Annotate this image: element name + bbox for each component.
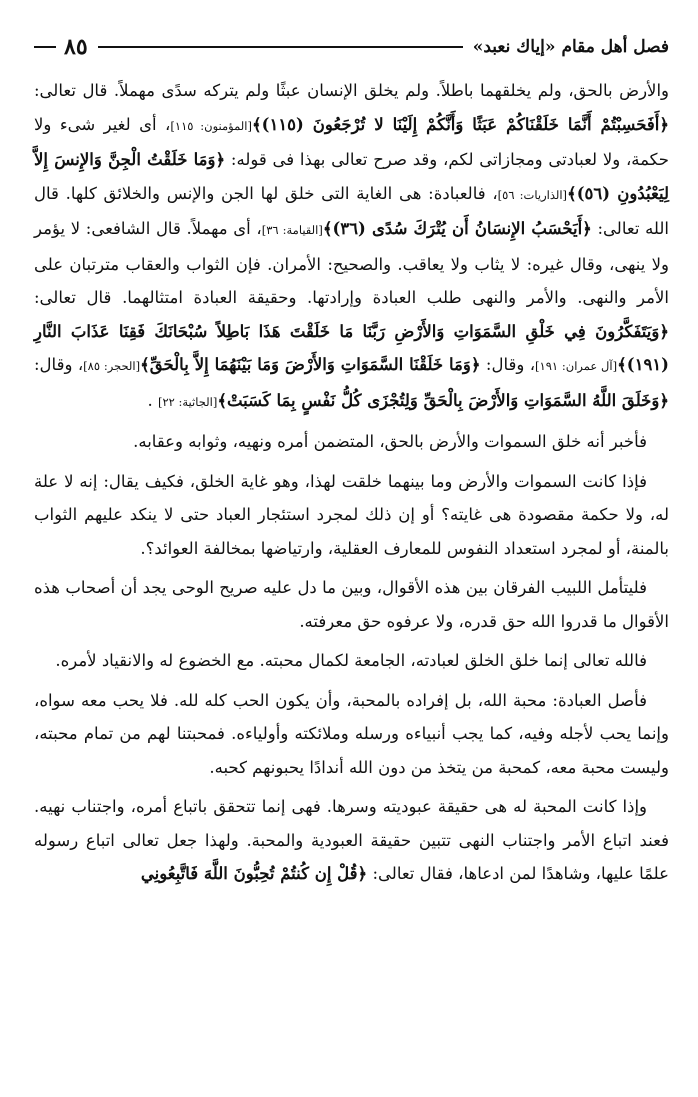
quran-verse: ﴿وَمَا خَلَقْتُ الْجِنَّ وَالإِنسَ إِلاَّ لِيَعْبُدُونِ (٥٦)﴾ [34, 150, 669, 203]
quran-verse: ﴿أَفَحَسِبْتُمْ أَنَّمَا خَلَقْنَاكُمْ عَبَثًا وَأَنَّكُمْ إِلَيْنَا لا تُرْجَعُونَ (١١٥)﴾ [251, 114, 669, 134]
running-header-title: فصل أهل مقام «إياك نعبد» [472, 37, 669, 57]
verse-reference: [الجاثية: ٢٢] [157, 394, 218, 409]
text-run: . [147, 390, 158, 410]
page-number: ٨٥ [64, 34, 88, 60]
text-run: ، فالعبادة: هى الغاية التى خلق لها الجن والإنس والخلائق كلها. قال الله تعالى: [34, 183, 669, 238]
paragraph [34, 790, 669, 891]
verse-reference: [المؤمنون: ١١٥] [170, 118, 252, 133]
paragraph [34, 465, 669, 566]
body-text [34, 74, 669, 891]
header-rule [98, 46, 463, 48]
verse-reference: [القيامة: ٣٦] [261, 223, 323, 237]
text-run: فإذا كانت السموات والأرض وما بينهما خلقت لهذا، وهو غاية الخلق، فكيف يقال: إنه لا علة له، ولا حكمة مقصودة هى غايته؟ أو إن ذلك لمجرد استئجار العباد حتى لا ينكد عليهم الثواب بالمنة، أو لمجرد استعداد النفوس للمعارف العقلية، وارتياضها بمخالفة العوائد؟. [34, 471, 669, 558]
verse-reference: [الذاريات: ٥٦] [497, 187, 568, 202]
text-run: والأرض بالحق، ولم يخلقهما باطلاً. ولم يخلق الإنسان عبثًا ولم يتركه سدًى مهملاً. قال تعالى: [34, 81, 669, 100]
quran-verse: ﴿أَيَحْسَبُ الإِنسَانُ أَن يُتْرَكَ سُدًى (٣٦)﴾ [322, 219, 592, 238]
paragraph [34, 684, 669, 785]
quran-verse: ﴿قُلْ إِن كُنتُمْ تُحِبُّونَ اللَّهَ فَاتَّبِعُونِي [140, 864, 368, 883]
text-run: ، وقال: [480, 355, 536, 374]
paragraph [34, 644, 669, 678]
text-run: ، أى مهملاً. قال الشافعى: لا يؤمر ولا ينهى، وقال غيره: لا يثاب ولا يعاقب. والصحيح: الأمران. فإن الثواب والعقاب مترتبان على الأمر والنهى. والأمر والنهى طلب العبادة وإرادتها. وحقيقة العبادة امتثالهما. قال تعالى: [34, 219, 669, 307]
book-page [34, 30, 669, 897]
text-run: فليتأمل اللبيب الفرقان بين هذه الأقوال، وبين ما دل عليه صريح الوحى يجد أن أصحاب هذه الأقوال ما قدروا الله حق قدره، ولا عرفوه حق معرفته. [34, 578, 669, 631]
quran-verse: ﴿وَيَتَفَكَّرُونَ فِي خَلْقِ السَّمَوَاتِ وَالأَرْضِ رَبَّنَا مَا خَلَقْتَ هَذَا بَاطِلاً سُبْحَانَكَ فَقِنَا عَذَابَ النَّارِ (١٩١)﴾ [34, 321, 669, 374]
text-run: فأخبر أنه خلق السموات والأرض بالحق، المتضمن أمره ونهيه، وثوابه وعقابه. [133, 432, 647, 451]
text-run: ، وقال: [34, 355, 84, 374]
text-run: وإذا كانت المحبة له هى حقيقة عبوديته وسرها. فهى إنما تتحقق باتباع أمره، واجتناب نهيه. فعند اتباع الأمر واجتناب النهى تتبين حقيقة العبودية والمحبة. ولهذا جعل تعالى اتباع رسوله علمًا عليها، وشاهدًا لمن ادعاها، فقال تعالى: [34, 797, 669, 883]
verse-reference: [آل عمران: ١٩١] [535, 359, 618, 373]
text-run: فأصل العبادة: محبة الله، بل إفراده بالمحبة، وأن يكون الحب كله لله. فلا يحب معه سواه، وإنما يحب لأجله وفيه، كما يجب أنبياءه ورسله وملائكته وأولياءه. فمحبتنا لهم من تمام محبته، وليست محبة معه، كمحبة من يتخذ من دون الله أندادًا يحبونهم كحبه. [34, 690, 669, 777]
header-dash [34, 46, 56, 48]
paragraph [34, 74, 669, 419]
text-run: فالله تعالى إنما خلق الخلق لعبادته، الجامعة لكمال محبته. مع الخضوع له والانقياد لأمره. [55, 651, 647, 670]
quran-verse: ﴿وَخَلَقَ اللَّهُ السَّمَوَاتِ وَالأَرْضَ بِالْحَقِّ وَلِتُجْزَى كُلُّ نَفْسٍ بِمَا كَسَبَتْ﴾ [217, 390, 669, 410]
paragraph [34, 571, 669, 638]
quran-verse: ﴿وَمَا خَلَقْنَا السَّمَوَاتِ وَالأَرْضَ وَمَا بَيْنَهُمَا إِلاَّ بِالْحَقِّ﴾ [140, 355, 481, 374]
paragraph [34, 425, 669, 459]
running-header [34, 30, 669, 64]
verse-reference: [الحجر: ٨٥] [83, 359, 141, 373]
text-run: ، أى لغير شىء ولا حكمة، ولا لعبادتى ومجازاتى لكم، وقد صرح تعالى بهذا فى قوله: [34, 114, 669, 169]
